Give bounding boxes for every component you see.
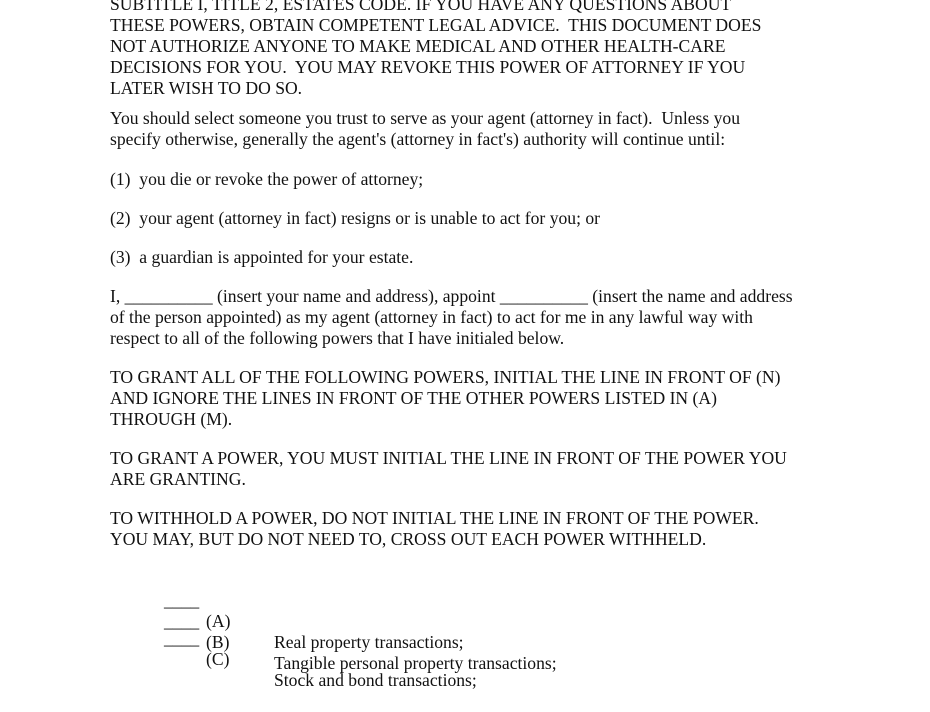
- grant-power-instruction: [110, 448, 830, 490]
- text-line: You should select someone you trust to serve as your agent (attorney in fact). Unless you: [110, 108, 740, 128]
- condition-item: [110, 208, 830, 229]
- condition-item: [110, 169, 830, 190]
- power-item-a: [0, 569, 930, 652]
- text-line: respect to all of the following powers that I have initialed below.: [110, 328, 565, 348]
- text-line: THROUGH (M).: [110, 409, 233, 429]
- text-line: (1) you die or revoke the power of attorney;: [110, 169, 424, 189]
- condition-item: [110, 247, 830, 268]
- power-label: Real property transactions;: [274, 632, 464, 652]
- power-label: Stock and bond transactions;: [274, 670, 477, 690]
- text-line: specify otherwise, generally the agent's (attorney in fact's) authority will continue until:: [110, 129, 726, 149]
- text-line: LATER WISH TO DO SO.: [110, 78, 303, 98]
- power-letter: (B): [206, 632, 230, 652]
- power-letter: (A): [206, 611, 231, 631]
- initial-blank: ____: [164, 611, 200, 631]
- text-line: AND IGNORE THE LINES IN FRONT OF THE OTHER POWERS LISTED IN (A): [110, 388, 717, 408]
- initial-blank: ____: [164, 590, 200, 610]
- text-line: (3) a guardian is appointed for your estate.: [110, 247, 414, 267]
- text-line: ARE GRANTING.: [110, 469, 246, 489]
- text-line: of the person appointed) as my agent (attorney in fact) to act for me in any lawful way with: [110, 307, 753, 327]
- text-line: DECISIONS FOR YOU. YOU MAY REVOKE THIS POWER OF ATTORNEY IF YOU: [110, 57, 746, 77]
- text-line: TO WITHHOLD A POWER, DO NOT INITIAL THE LINE IN FRONT OF THE POWER.: [110, 508, 759, 528]
- text-line: NOT AUTHORIZE ANYONE TO MAKE MEDICAL AND OTHER HEALTH-CARE: [110, 36, 726, 56]
- initial-blank: ____: [164, 628, 200, 648]
- agent-selection-paragraph: [110, 108, 830, 150]
- appointment-paragraph: [110, 286, 830, 349]
- text-line: THESE POWERS, OBTAIN COMPETENT LEGAL ADVICE. THIS DOCUMENT DOES: [110, 15, 762, 35]
- text-line: (2) your agent (attorney in fact) resigns or is unable to act for you; or: [110, 208, 601, 228]
- text-line: YOU MAY, BUT DO NOT NEED TO, CROSS OUT EACH POWER WITHHELD.: [110, 529, 707, 549]
- text-line: I, __________ (insert your name and address), appoint __________ (insert the name and address: [110, 286, 793, 306]
- warning-paragraph: [110, 0, 830, 99]
- withhold-power-instruction: [110, 508, 830, 550]
- text-line: SUBTITLE I, TITLE 2, ESTATES CODE. IF YOU HAVE ANY QUESTIONS ABOUT: [110, 0, 732, 14]
- grant-all-instruction: [110, 367, 830, 430]
- text-line: TO GRANT A POWER, YOU MUST INITIAL THE LINE IN FRONT OF THE POWER YOU: [110, 448, 787, 468]
- power-label: Tangible personal property transactions;: [274, 653, 557, 673]
- power-letter: (C): [206, 649, 230, 669]
- text-line: TO GRANT ALL OF THE FOLLOWING POWERS, INITIAL THE LINE IN FRONT OF (N): [110, 367, 781, 387]
